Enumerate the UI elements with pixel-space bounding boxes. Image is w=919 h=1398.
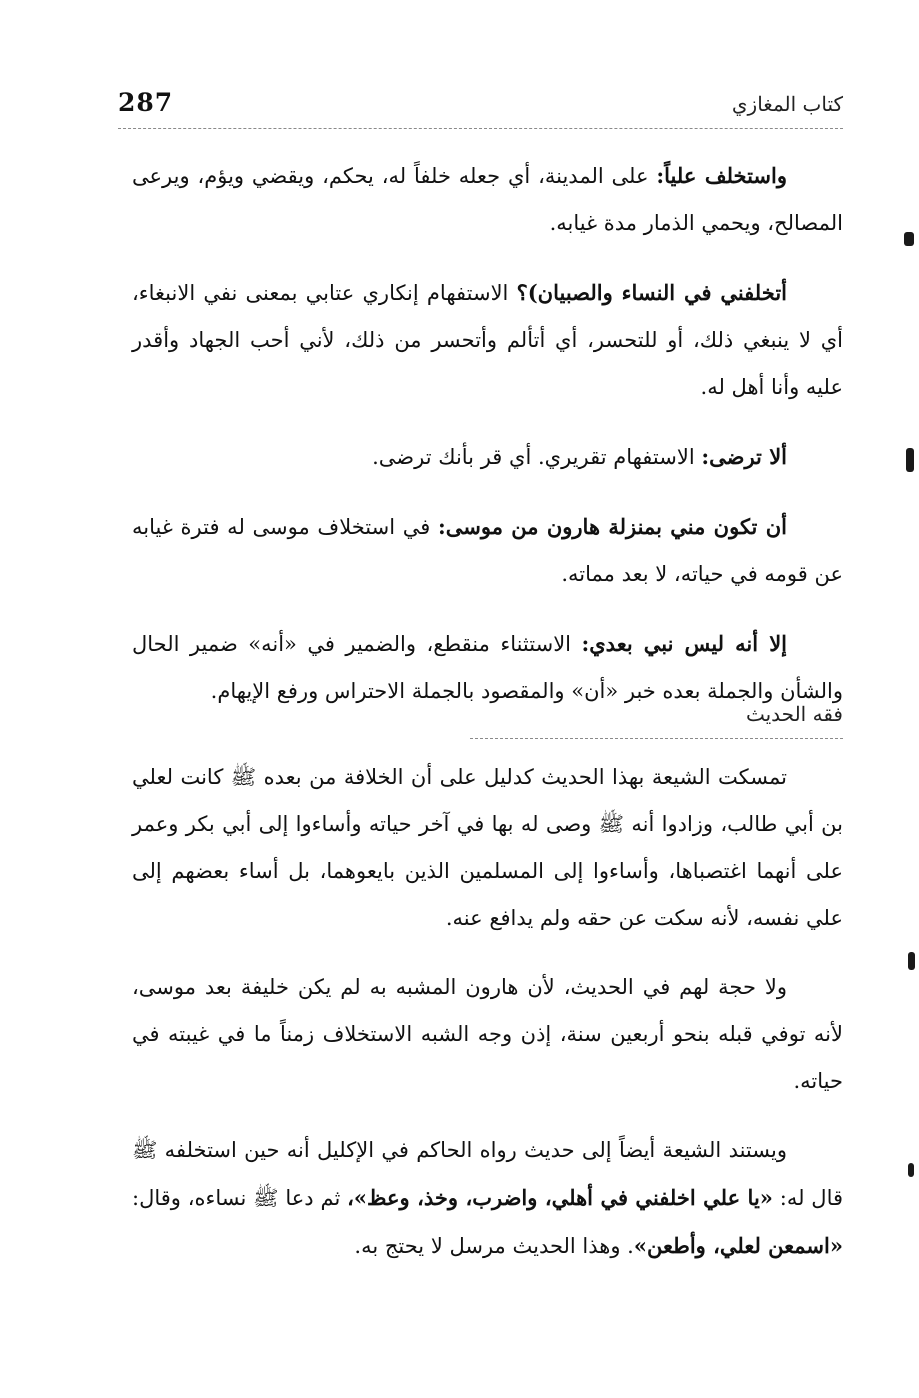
entry-term: أن تكون مني بمنزلة هارون من موسى: — [438, 514, 787, 539]
entry-text: الاستفهام تقريري. أي قر بأنك ترضى. — [372, 445, 702, 469]
scan-mark — [908, 952, 915, 970]
entry-text: على المدينة، أي جعله خلفاً له، يحكم، ويقضي ويؤم، ويرعى المصالح، ويحمي الذمار مدة غيابه. — [132, 164, 843, 235]
page-number: 287 — [118, 88, 174, 117]
entry-paragraph — [132, 503, 843, 598]
paragraph-text: ويستند الشيعة أيضاً إلى حديث رواه الحاكم في الإكليل أنه حين استخلفه ﷺ قال له: — [132, 1138, 844, 1210]
quoted-saying: «اسمعن لعلي، وأطعن» — [633, 1233, 843, 1258]
section-paragraph: تمسكت الشيعة بهذا الحديث كدليل على أن الخلافة من بعده ﷺ كانت لعلي بن أبي طالب، وزادوا أنه ﷺ وصى له بها في آخر حياته وأساءوا إلى أبي بكر وعمر على أنهما اغتصباها، وأساءوا إلى المسلمين الذين بايعوهما، بل أساء بعضهم إلى علي نفسه، لأنه سكت عن حقه ولم يدافع عنه. — [132, 765, 843, 930]
section-body — [132, 754, 843, 1270]
entry-term: إلا أنه ليس نبي بعدي: — [581, 631, 788, 656]
entry-paragraph — [132, 433, 843, 481]
header-divider — [118, 128, 843, 129]
entry-term: ألا ترضى: — [701, 444, 787, 469]
section-paragraph — [132, 1127, 843, 1270]
paragraph-text: . وهذا الحديث مرسل لا يحتج به. — [354, 1234, 634, 1258]
scan-mark — [908, 1163, 914, 1177]
section-heading: فقه الحديث — [745, 702, 843, 726]
entry-paragraph — [132, 620, 843, 715]
scan-mark — [904, 232, 914, 246]
entry-text: الاستثناء منقطع، والضمير في «أنه» ضمير الحال والشأن والجملة بعده خبر «أن» والمقصود بالجملة الاحتراس ورفع الإيهام. — [132, 632, 843, 703]
entry-text: في استخلاف موسى له فترة غيابه عن قومه في حياته، لا بعد مماته. — [132, 515, 843, 586]
entry-term: واستخلف علياً: — [656, 163, 788, 188]
entry-text: الاستفهام إنكاري عتابي بمعنى نفي الانبغاء، أي لا ينبغي ذلك، أو للتحسر، أي أتألم وأتحسر من ذلك، لأني أحب الجهاد وأقدر عليه وأنا أهل له. — [132, 281, 843, 399]
entry-term: أتخلفني في النساء والصبيان)؟ — [516, 280, 787, 305]
section-divider — [470, 738, 843, 739]
running-header — [118, 88, 843, 130]
paragraph-text: ثم دعا ﷺ نساءه، وقال: — [132, 1186, 348, 1210]
quoted-saying: «يا علي اخلفني في أهلي، واضرب، وخذ، وعظ»، — [347, 1185, 773, 1210]
glossary-entries — [132, 152, 843, 715]
section-paragraph: ولا حجة لهم في الحديث، لأن هارون المشبه به لم يكن خليفة بعد موسى، لأنه توفي قبله بنحو أربعين سنة، إذن وجه الشبه الاستخلاف زمناً ما في غيبته في حياته. — [132, 975, 843, 1093]
running-title: كتاب المغازي — [731, 92, 843, 116]
entry-paragraph — [132, 152, 843, 247]
scan-mark — [906, 448, 914, 472]
entry-paragraph — [132, 269, 843, 411]
